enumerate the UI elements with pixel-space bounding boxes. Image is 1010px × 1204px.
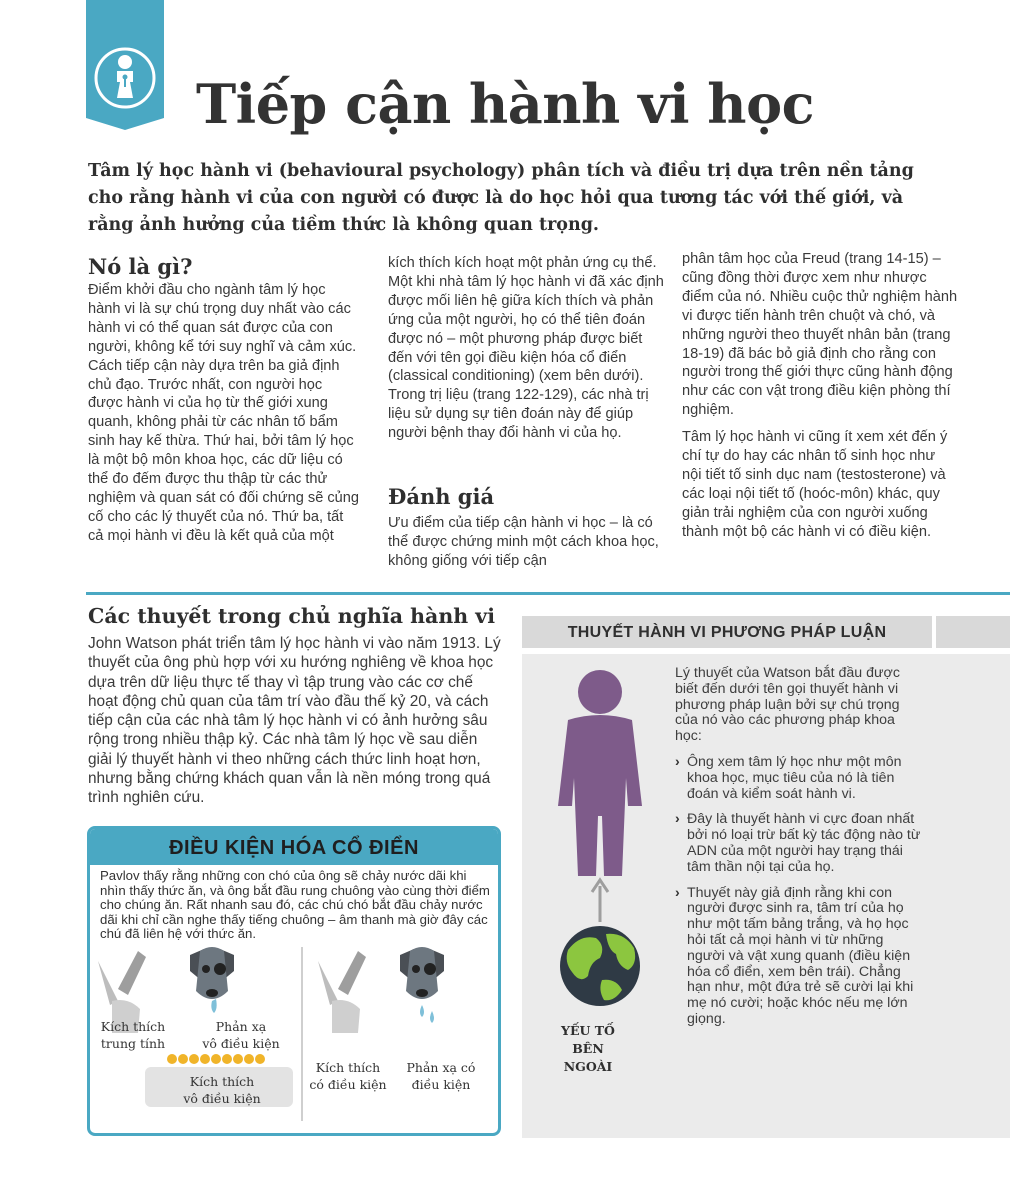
column-2-text: kích thích kích hoạt một phản ứng cụ thể. Một khi nhà tâm lý học hành vi đã xác định được mối liên hệ giữa kích thích và phản ứng của một người, họ có thể tiên đoán được nó – một phương pháp được biết đến với tên gọi điều kiện hóa cổ điển (classical conditioning) (xem bên dưới). Trong trị liệu (trang 122-129), các nhà trị liệu sử dụng sự tiên đoán này để giúp người bệnh thay đổi hành vi của họ. (388, 255, 664, 442)
intro-paragraph: Tâm lý học hành vi (behavioural psychology) phân tích và điều trị dựa trên nền tảng cho rằng hành vi của con người có được là do học hỏi qua tương tác với thế giới, và rằng ảnh hưởng của tiềm thức là không quan trọng. (88, 161, 914, 235)
column-3-text-a: phân tâm học của Freud (trang 14-15) – cũng đồng thời được xem như nhược điểm của nó. Nhiều cuộc thử nghiệm hành vi được tiến hành trên chuột và chó, và những người theo thuyết nhân bản (trang 18-19) đã bác bỏ giả định cho rằng con người trong thế giới thực cũng hành động như các con vật trong điều kiện phòng thí nghiệm. (682, 251, 958, 419)
section-badge (86, 0, 164, 130)
page-title: Tiếp cận hành vi học (196, 72, 814, 136)
methodological-bullet: › Ông xem tâm lý học như một môn khoa học, mục tiêu của nó là tiên đoán và kiểm soát hành vi. (675, 753, 902, 802)
arrow-up-icon (592, 880, 608, 922)
adjacent-tab (936, 616, 1010, 648)
column-2-evaluation-text: Ưu điểm của tiếp cận hành vi học – là có thể được chứng minh một cách khoa học, không giống với tiếp cận (388, 515, 659, 569)
methodological-tab-label: THUYẾT HÀNH VI PHƯƠNG PHÁP LUẬN (567, 624, 887, 641)
bell-icon (318, 951, 366, 1033)
section-divider (86, 592, 1010, 595)
section-heading-theories: Các thuyết trong chủ nghĩa hành vi (88, 604, 495, 628)
label-neutral-stimulus: Kích thích trung tính (100, 1019, 166, 1051)
column-1-text: Điểm khởi đầu cho ngành tâm lý học hành vi là sự chú trọng duy nhất vào các hành vi có thể quan sát được của con người, không kể tới suy nghĩ và cảm xúc. Cách tiếp cận này dựa trên ba giả định chủ đạo. Trước nhất, con người học được hành vi của họ từ thế giới xung quanh, không phải từ các nhân tố bẩm sinh hay kế thừa. Thứ hai, bởi tâm lý học là một bộ môn khoa học, các dữ liệu có thể đo đếm được thu thập từ các thử nghiệm và quan sát có đối chứng sẽ củng cố cho các lý thuyết của nó. Thứ ba, tất cả mọi hành vi đều là kết quả của một (88, 282, 360, 544)
label-unconditioned-response: Phản xạ vô điều kiện (202, 1019, 280, 1051)
label-conditioned-response: Phản xạ có điều kiện (406, 1060, 476, 1092)
person-keyhole-icon (117, 55, 133, 98)
person-globe-illustration (540, 666, 660, 1026)
person-icon (558, 670, 642, 876)
classical-conditioning-box (87, 826, 501, 1136)
column-3-text-b: Tâm lý học hành vi cũng ít xem xét đến ý chí tự do hay các nhân tố sinh học như nội tiết tố sinh dục nam (testosterone) và các loại nội tiết tố (hoóc-môn) khác, quy giản trải nghiệm của con người xuống thành một bộ các hành vi có điều kiện. (682, 429, 948, 540)
food-pellets (167, 1054, 265, 1064)
external-factors-label: YẾU TỐ BÊN NGOÀI (561, 1023, 615, 1074)
methodological-lead: Lý thuyết của Watson bắt đầu được biết đến dưới tên gọi thuyết hành vi phương pháp luận bởi sự chú trọng của nó vào các phương pháp khoa học: (675, 665, 900, 745)
globe-icon (560, 926, 640, 1006)
label-unconditioned-stimulus: Kích thích vô điều kiện (183, 1074, 261, 1106)
methodological-text (675, 666, 925, 1038)
methodological-bullet: › Đây là thuyết hành vi cực đoan nhất bởi nó loại trừ bất kỳ tác động nào từ ADN của một người hay trạng thái tâm thần nội tại của họ. (675, 811, 921, 875)
section-heading-what: Nó là gì? (88, 254, 193, 279)
label-conditioned-stimulus: Kích thích có điều kiện (309, 1060, 387, 1092)
classical-conditioning-text: Pavlov thấy rằng những con chó của ông sẽ chảy nước dãi khi nhìn thấy thức ăn, và ông bắt đầu rung chuông vào cùng thời điểm cho chúng ăn. Rất nhanh sau đó, các chú chó bắt đầu chảy nước dãi khi chỉ cần nghe thấy tiếng chuông – âm thanh mà giờ đây các chú đã liên hệ với thức ăn. (100, 868, 490, 941)
dog-head-icon (400, 947, 444, 1023)
classical-conditioning-heading: ĐIỀU KIỆN HÓA CỔ ĐIỂN (90, 829, 498, 865)
section-heading-evaluation: Đánh giá (388, 484, 495, 509)
watson-paragraph: John Watson phát triển tâm lý học hành vi vào năm 1913. Lý thuyết của ông phù hợp với xu hướng nghiêng về khoa học dựa trên dữ liệu thực tế thay vì tập trung vào các cơ chế hoạt động chủ quan của tâm trí vào đầu thế kỷ 20, và cách tiếp cận của các nhà tâm lý học hành vi có ảnh hưởng sâu rộng trong nhiều thập kỷ. Các nhà tâm lý học về sau diễn giải lý thuyết hành vi theo những cách thức linh hoạt hơn, nhưng bằng chứng khách quan vẫn là nền móng trong quá trình nghiên cứu. (88, 635, 501, 807)
dog-head-icon (190, 947, 234, 1013)
methodological-bullet: › Thuyết này giả định rằng khi con người được sinh ra, tâm trí của họ như một tấm bảng trắng, và họ học hỏi tất cả mọi hành vi từ những người và vật xung quanh (điều kiện hóa cổ điển, xem bên trái). Chẳng hạn như, một đứa trẻ sẽ cười lại khi mẹ nó cười; hoặc khóc nếu mẹ lớn giọng. (675, 884, 914, 1027)
